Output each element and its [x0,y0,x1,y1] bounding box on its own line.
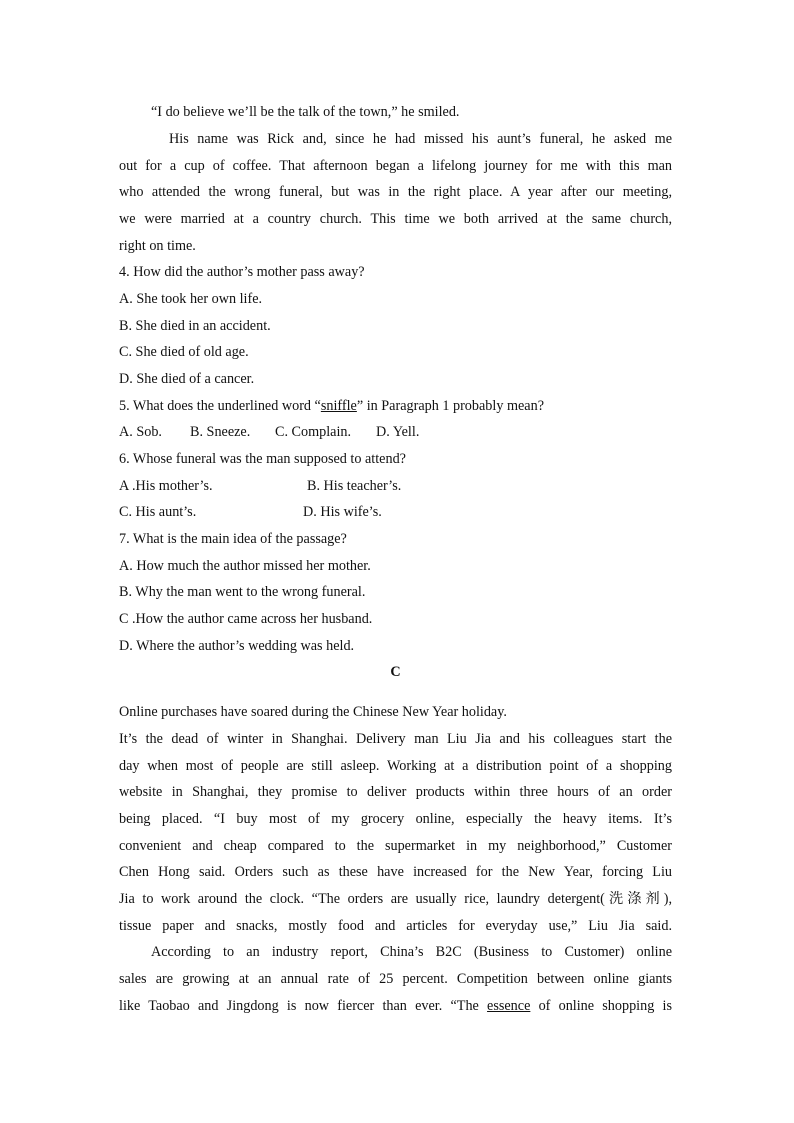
passage-c-line: website in Shanghai, they promise to deliver products within three hours of an order [119,784,672,800]
last-line-suffix: of online shopping is [530,998,672,1014]
question-5-option-b: B. Sneeze. [190,424,251,440]
question-7-option-a: A. How much the author missed her mother. [119,558,371,574]
question-5-option-d: D. Yell. [376,424,420,440]
passage-c-line: tissue paper and snacks, mostly food and articles for everyday use,” Liu Jia said. [119,918,672,934]
underlined-word: sniffle [320,398,357,414]
passage-line: out for a cup of coffee. That afternoon began a lifelong journey for me with this man [119,158,672,174]
passage-c-line: It’s the dead of winter in Shanghai. Delivery man Liu Jia and his colleagues start the [119,731,672,747]
passage-line: who attended the wrong funeral, but was in the right place. A year after our meeting, [119,184,672,200]
passage-c-line: day when most of people are still asleep. Working at a distribution point of a shopping [119,758,672,774]
question-5-stem-prefix: 5. What does the underlined word “ [119,398,321,414]
question-7-option-d: D. Where the author’s wedding was held. [119,638,355,654]
question-7-option-c: C .How the author came across her husband. [119,611,373,627]
question-6-option-d: D. His wife’s. [303,504,382,520]
question-5-options [119,423,672,441]
underlined-word: essence [487,998,531,1014]
question-6-option-c: C. His aunt’s. [119,504,197,520]
question-6-options-row1 [119,477,672,495]
question-5-stem [119,397,672,415]
passage-c-line: sales are growing at an annual rate of 25 percent. Competition between online giants [119,971,672,987]
passage-line: we were married at a country church. This time we both arrived at the same church, [119,211,672,227]
passage-c-line: According to an industry report, China’s B2C (Business to Customer) online [151,944,672,960]
passage-c-title: Online purchases have soared during the Chinese New Year holiday. [119,704,507,720]
question-6-options-row2 [119,503,672,521]
question-5-option-a: A. Sob. [119,424,162,440]
question-4-option-c: C. She died of old age. [119,344,249,360]
question-7-option-b: B. Why the man went to the wrong funeral. [119,584,366,600]
passage-line: “I do believe we’ll be the talk of the town,” he smiled. [151,104,460,120]
passage-c-line: being placed. “I buy most of my grocery online, especially the heavy items. It’s [119,811,672,827]
question-4-option-d: D. She died of a cancer. [119,371,255,387]
question-5-option-c: C. Complain. [275,424,352,440]
question-4-stem: 4. How did the author’s mother pass away? [119,264,365,280]
passage-c-line: Jia to work around the clock. “The orders are usually rice, laundry detergent(洗涤剂), [119,891,672,907]
passage-line: right on time. [119,238,196,254]
passage-c-line: Chen Hong said. Orders such as these have increased for the New Year, forcing Liu [119,864,672,880]
last-line-prefix: like Taobao and Jingdong is now fiercer than ever. “The [119,998,488,1014]
question-6-option-b: B. His teacher’s. [307,478,402,494]
question-6-option-a: A .His mother’s. [119,478,213,494]
passage-line: His name was Rick and, since he had missed his aunt’s funeral, he asked me [169,131,672,147]
passage-c-line-last [119,997,672,1015]
question-5-stem-suffix: ” in Paragraph 1 probably mean? [356,398,544,414]
question-7-stem: 7. What is the main idea of the passage? [119,531,347,547]
question-4-option-b: B. She died in an accident. [119,318,271,334]
section-c-heading: C [390,664,401,680]
question-6-stem: 6. Whose funeral was the man supposed to attend? [119,451,406,467]
question-4-option-a: A. She took her own life. [119,291,263,307]
passage-c-line: convenient and cheap compared to the supermarket in my neighborhood,” Customer [119,838,672,854]
